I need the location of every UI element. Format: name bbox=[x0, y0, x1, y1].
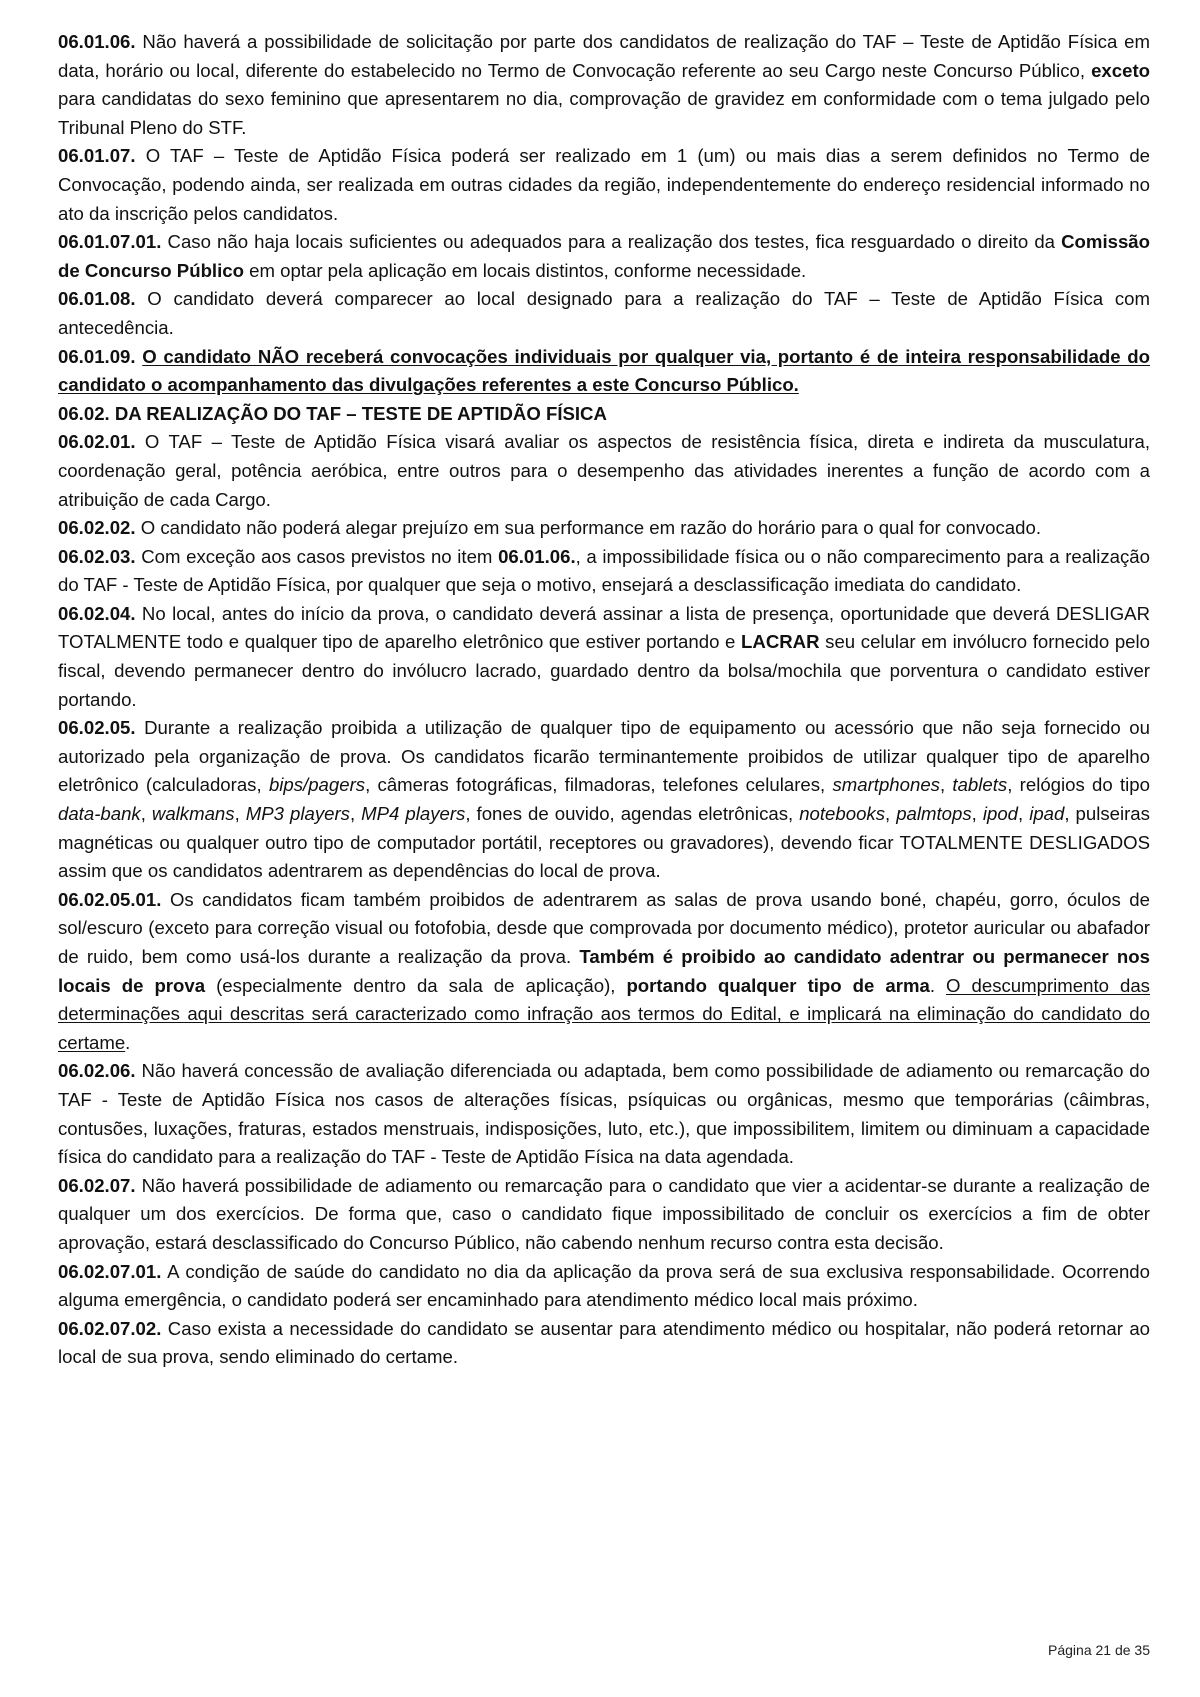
clause-paragraph bbox=[58, 886, 1150, 1058]
clause-paragraph bbox=[58, 343, 1150, 400]
body-text: , bbox=[885, 803, 897, 825]
body-text: Caso não haja locais suficientes ou adequados para a realização dos testes, fica resguardado o direito da bbox=[161, 231, 1062, 253]
italic-text: ipod bbox=[982, 803, 1018, 825]
body-text: Caso exista a necessidade do candidato se ausentar para atendimento médico ou hospitalar, não poderá retornar ao local de sua prova, sendo eliminado do certame. bbox=[58, 1317, 1150, 1368]
body-text: (especialmente dentro da sala de aplicação), bbox=[205, 974, 627, 996]
clause-number: 06.02.06. bbox=[58, 1060, 136, 1082]
clause-number: 06.02.02. bbox=[58, 517, 136, 539]
clause-paragraph bbox=[58, 600, 1150, 714]
page-number: Página 21 de 35 bbox=[1048, 1642, 1150, 1658]
bold-text: exceto bbox=[1091, 59, 1150, 81]
underlined-text: O descumprimento das determinações aqui descritas será caracterizado como infração aos termos do Edital, e implicará na eliminação do candidato do certame bbox=[58, 974, 1150, 1053]
body-text: No local, antes do início da prova, o candidato deverá assinar a lista de presença, oportunidade que deverá DESLIGAR TOTALMENTE todo e qualquer tipo de aparelho eletrônico que estiver portando e bbox=[58, 602, 1150, 653]
italic-text: walkmans bbox=[151, 803, 235, 825]
body-text: , bbox=[1018, 803, 1030, 825]
body-text: , bbox=[939, 774, 953, 796]
italic-text: palmtops bbox=[896, 803, 972, 825]
body-text: para candidatas do sexo feminino que apresentarem no dia, comprovação de gravidez em conformidade com o tema julgado pelo Tribunal Pleno do STF. bbox=[58, 88, 1150, 138]
clause-number: 06.02.01. bbox=[58, 431, 136, 453]
clause-paragraph bbox=[58, 428, 1150, 514]
body-text: . bbox=[929, 974, 947, 996]
clause-number: 06.01.09. bbox=[58, 345, 136, 367]
clause-number: 06.02.07.01. bbox=[58, 1260, 162, 1282]
clause-paragraph bbox=[58, 1315, 1150, 1372]
body-text: O candidato deverá comparecer ao local designado para a realização do TAF – Teste de Aptidão Física com antecedência. bbox=[58, 288, 1150, 338]
clause-paragraph bbox=[58, 1172, 1150, 1258]
clause-number: 06.02.07.02. bbox=[58, 1317, 162, 1339]
bold-text: Também é proibido ao candidato adentrar ou permanecer nos locais de prova bbox=[58, 946, 1150, 996]
clause-paragraph bbox=[58, 1258, 1150, 1315]
clause-number: 06.01.08. bbox=[58, 288, 136, 310]
body-text: Não haverá a possibilidade de solicitação por parte dos candidatos de realização do TAF – Teste de Aptidão Física em data, horário ou local, diferente do estabelecido no Termo de Convocação referente ao seu Cargo neste Concurso Público, bbox=[58, 31, 1150, 81]
italic-text: MP4 players bbox=[361, 803, 466, 825]
body-text: Durante a realização proibida a utilização de qualquer tipo de equipamento ou acessório que não seja fornecido ou autorizado pela organização de prova. Os candidatos ficarão terminantemente proibidos de utilizar qualquer tipo de aparelho eletrônico (calculadoras, bbox=[58, 717, 1150, 796]
body-text: , a impossibilidade física ou o não comparecimento para a realização do TAF - Teste de Aptidão Física, por qualquer que seja o motivo, ensejará a desclassificação imediata do candidato. bbox=[58, 545, 1150, 596]
body-text: . bbox=[125, 1031, 131, 1053]
clause-number: 06.02.03. bbox=[58, 545, 136, 567]
italic-text: notebooks bbox=[799, 803, 886, 825]
body-text: , bbox=[234, 803, 246, 825]
body-text: , bbox=[971, 803, 983, 825]
clause-paragraph bbox=[58, 714, 1150, 886]
body-text: Não haverá possibilidade de adiamento ou remarcação para o candidato que vier a acidentar-se durante a realização de qualquer um dos exercícios. De forma que, caso o candidato fique impossibilitado de concluir os exercícios a fim de obter aprovação, estará desclassificado do Concurso Público, não cabendo nenhum recurso contra esta decisão. bbox=[58, 1174, 1150, 1253]
body-text: Os candidatos ficam também proibidos de adentrarem as salas de prova usando boné, chapéu, gorro, óculos de sol/escuro (exceto para correção visual ou fotofobia, desde que comprovada por documento médico), protetor auricular ou abafador de ruido, bem como usá-los durante a realização da prova. bbox=[58, 888, 1150, 967]
body-text: , pulseiras magnéticas ou qualquer outro tipo de computador portátil, receptores ou gravadores), devendo ficar TOTALMENTE DESLIGADOS assim que os candidatos adentrarem as dependências do local de prova. bbox=[58, 803, 1150, 882]
body-text: O TAF – Teste de Aptidão Física poderá ser realizado em 1 (um) ou mais dias a serem definidos no Termo de Convocação, podendo ainda, ser realizada em outras cidades da região, independentemente do endereço residencial informado no ato da inscrição pelos candidatos. bbox=[58, 145, 1150, 224]
body-text: , relógios do tipo bbox=[1007, 774, 1150, 796]
bold-text: portando qualquer tipo de arma bbox=[626, 974, 930, 996]
body-text: seu celular em invólucro fornecido pelo fiscal, devendo permanecer dentro do invólucro lacrado, guardado dentro da bolsa/mochila que porventura o candidato estiver portando. bbox=[58, 631, 1150, 710]
clause-number: 06.02.05. bbox=[58, 717, 136, 739]
clause-number: 06.01.06. bbox=[58, 31, 136, 52]
clause-number: 06.02.07. bbox=[58, 1174, 136, 1196]
italic-text: ipad bbox=[1029, 803, 1065, 825]
clause-paragraph bbox=[58, 400, 1150, 429]
body-text: O TAF – Teste de Aptidão Física visará avaliar os aspectos de resistência física, direta e indireta da musculatura, coordenação geral, potência aeróbica, entre outros para o desempenho das atividades inerentes a função de acordo com a atribuição de cada Cargo. bbox=[58, 431, 1150, 510]
clause-paragraph bbox=[58, 1057, 1150, 1171]
clause-paragraph bbox=[58, 285, 1150, 342]
body-text: O candidato não poderá alegar prejuízo em sua performance em razão do horário para o qual for convocado. bbox=[135, 517, 1041, 539]
bold-text: 06.01.06. bbox=[498, 545, 576, 567]
clause-paragraph bbox=[58, 228, 1150, 285]
italic-text: tablets bbox=[952, 774, 1008, 796]
clause-paragraph bbox=[58, 28, 1150, 142]
body-text: A condição de saúde do candidato no dia da aplicação da prova será de sua exclusiva responsabilidade. Ocorrendo alguma emergência, o candidato poderá ser encaminhado para atendimento médico local mais próximo. bbox=[58, 1260, 1150, 1311]
clause-paragraph bbox=[58, 142, 1150, 228]
body-text: em optar pela aplicação em locais distintos, conforme necessidade. bbox=[243, 259, 807, 281]
clause-number: 06.01.07.01. bbox=[58, 231, 162, 253]
italic-text: bips/pagers bbox=[268, 774, 366, 796]
body-text: Não haverá concessão de avaliação diferenciada ou adaptada, bem como possibilidade de adiamento ou remarcação do TAF - Teste de Aptidão Física nos casos de alterações físicas, psíquicas ou orgânicas, mesmo que temporárias (câimbras, contusões, luxações, fraturas, estados menstruais, indisposições, luto, etc.), que impossibilitem, limitem ou diminuam a capacidade física do candidato para a realização do TAF - Teste de Aptidão Física na data agendada. bbox=[58, 1060, 1150, 1168]
body-text: , bbox=[140, 803, 152, 825]
clause-number: 06.02. DA REALIZAÇÃO DO TAF – TESTE DE APTIDÃO FÍSICA bbox=[58, 402, 607, 424]
clause-paragraph bbox=[58, 514, 1150, 543]
bold-text: O candidato NÃO receberá convocações individuais por qualquer via, portanto é de inteira responsabilidade do candidato o acompanhamento das divulgações referentes a este Concurso Público. bbox=[58, 345, 1150, 396]
clause-number: 06.02.04. bbox=[58, 602, 136, 624]
body-text: , bbox=[349, 803, 362, 825]
body-text: , câmeras fotográficas, filmadoras, telefones celulares, bbox=[365, 774, 833, 796]
body-text: Com exceção aos casos previstos no item bbox=[135, 545, 499, 567]
clause-paragraph bbox=[58, 543, 1150, 600]
bold-text: Comissão de Concurso Público bbox=[58, 231, 1150, 281]
italic-text: MP3 players bbox=[245, 803, 350, 825]
italic-text: smartphones bbox=[832, 774, 940, 796]
clause-number: 06.02.05.01. bbox=[58, 888, 162, 910]
body-text: , fones de ouvido, agendas eletrônicas, bbox=[465, 803, 800, 825]
document-body bbox=[58, 28, 1150, 1372]
italic-text: data-bank bbox=[58, 803, 141, 825]
bold-text: LACRAR bbox=[741, 631, 820, 653]
clause-number: 06.01.07. bbox=[58, 145, 136, 167]
